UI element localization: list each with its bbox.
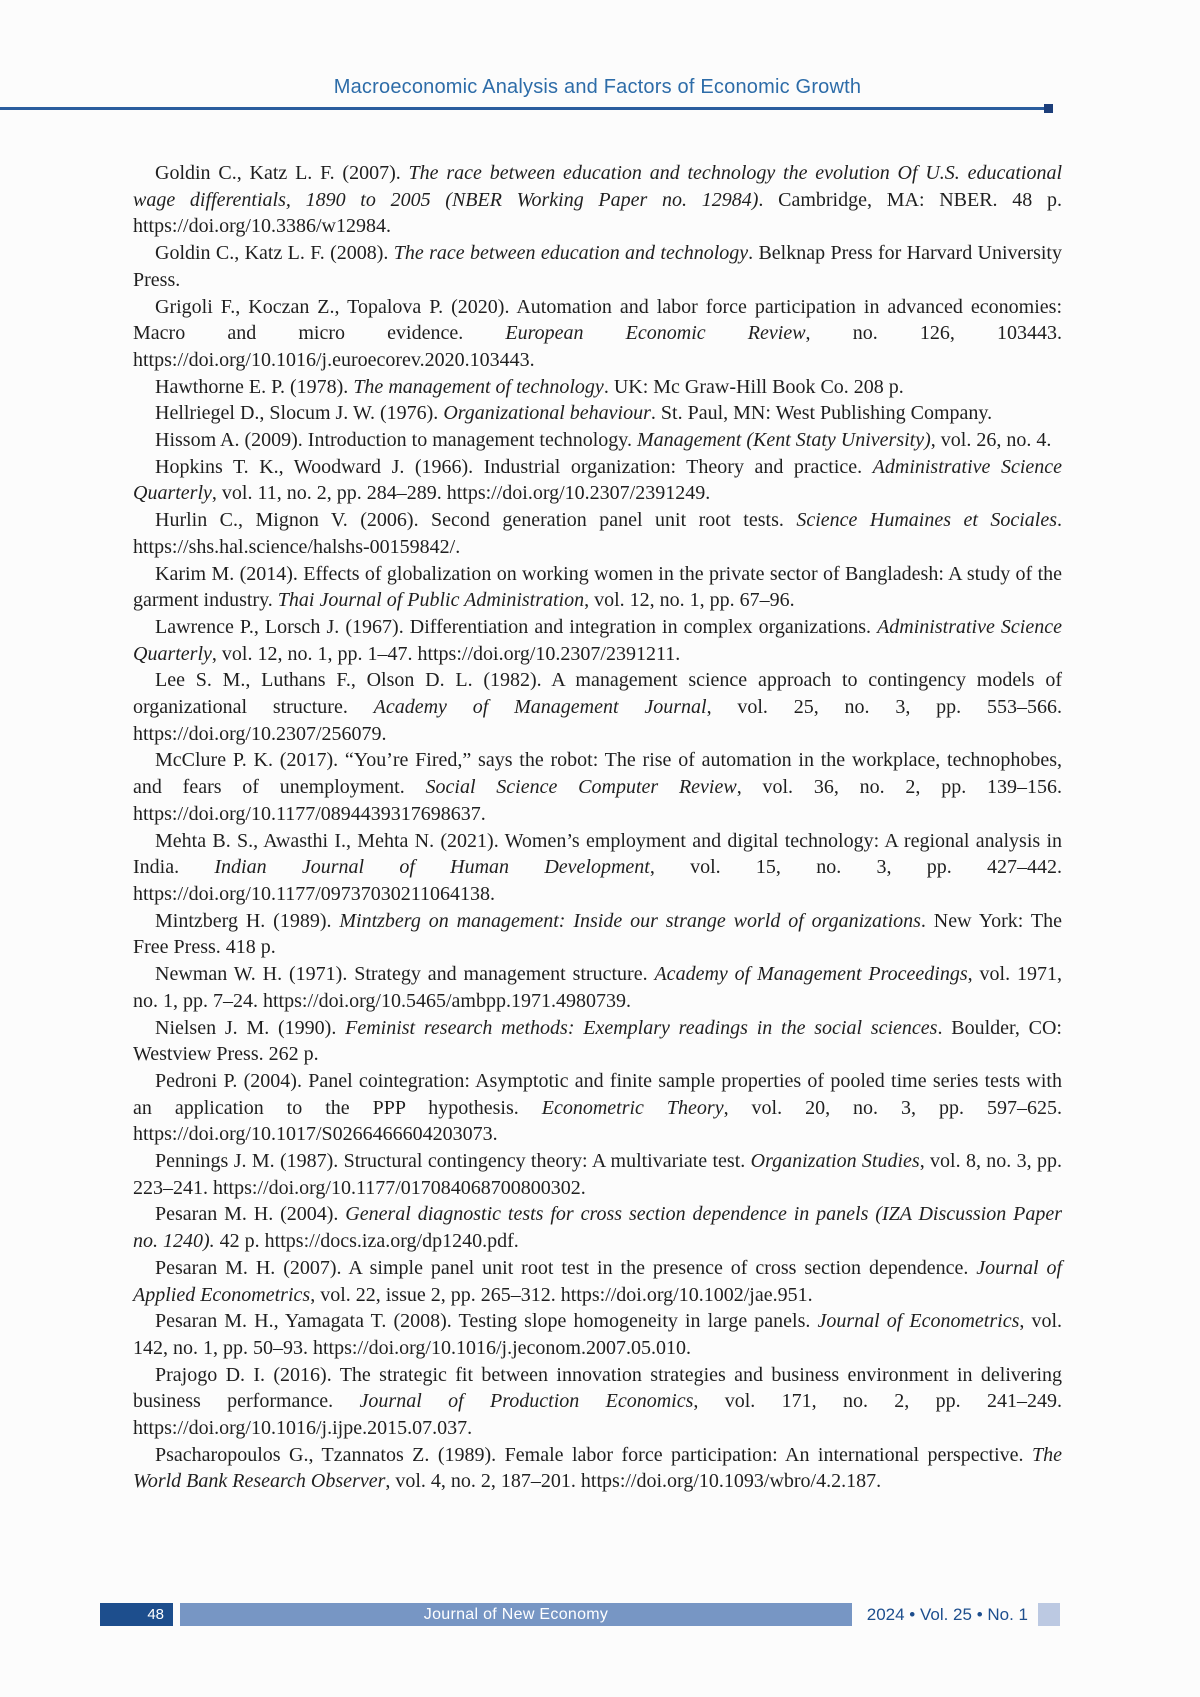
reference-text-segment: , vol. 11, no. 2, pp. 284–289. https://doi.org/10.2307/2391249.	[211, 482, 711, 505]
reference-text-segment: Pesaran M. H., Yamagata T. (2008). Testing slope homogeneity in large panels.	[155, 1310, 818, 1333]
reference-text-segment: Lawrence P., Lorsch J. (1967). Differentiation and integration in complex organizations.	[155, 615, 878, 638]
reference-italic-segment: Mintzberg on management: Inside our strange world of organizations	[339, 909, 921, 932]
reference-italic-segment: Organization Studies	[750, 1150, 920, 1173]
reference-italic-segment: Academy of Management Proceedings	[654, 963, 968, 986]
reference-entry	[133, 1308, 1062, 1361]
reference-text-segment: Lee S. M., Luthans F., Olson D. L. (1982). A management science approach to contingency models of organizational structure.	[133, 669, 1062, 719]
reference-text-segment: . St. Paul, MN: West Publishing Company.	[650, 402, 993, 425]
header-rule	[0, 107, 1053, 110]
reference-text-segment: . Belknap Press for Harvard University Press.	[133, 242, 1062, 291]
reference-entry	[133, 1201, 1062, 1254]
reference-italic-segment: Organizational behaviour	[443, 402, 651, 425]
reference-text-segment: , vol. 1971, no. 1, pp. 7–24. https://doi.org/10.5465/ambpp.1971.4980739.	[133, 963, 1062, 1012]
reference-entry	[133, 1255, 1062, 1308]
reference-text-segment: Grigoli F., Koczan Z., Topalova P. (2020). Automation and labor force participation in advanced economies: Macro and micro evidence.	[133, 295, 1062, 345]
footer-end-square-icon	[1038, 1603, 1060, 1626]
reference-italic-segment: The World Bank Research Observer	[133, 1443, 1062, 1493]
reference-italic-segment: Social Science Computer Review	[425, 776, 737, 799]
journal-name: Journal of New Economy	[423, 1606, 609, 1623]
reference-entry	[133, 160, 1062, 240]
reference-italic-segment: Management (Kent Staty University)	[636, 429, 931, 452]
reference-entry	[133, 507, 1062, 560]
reference-text-segment: , vol. 25, no. 3, pp. 553–566. https://doi.org/10.2307/256079.	[133, 696, 1062, 745]
reference-text-segment: , vol. 142, no. 1, pp. 50–93. https://doi.org/10.1016/j.jeconom.2007.05.010.	[133, 1310, 1063, 1359]
reference-text-segment: . https://shs.hal.science/halshs-00159842/.	[133, 509, 1062, 558]
page-footer	[0, 1603, 1200, 1626]
reference-entry	[133, 374, 1062, 401]
reference-entry	[133, 294, 1062, 374]
reference-entry	[133, 614, 1062, 667]
reference-text-segment: Pesaran M. H. (2004).	[155, 1203, 346, 1226]
reference-text-segment: McClure P. K. (2017). “You’re Fired,” says the robot: The rise of automation in the workplace, technophobes, and fears of unemployment.	[133, 749, 1062, 799]
reference-text-segment: , vol. 171, no. 2, pp. 241–249. https://doi.org/10.1016/j.ijpe.2015.07.037.	[133, 1390, 1063, 1440]
reference-entry	[133, 561, 1062, 614]
reference-text-segment: . New York: The Free Press. 418 p.	[133, 909, 1062, 959]
reference-text-segment: Pesaran M. H. (2007). A simple panel unit root test in the presence of cross section dependence.	[155, 1256, 977, 1279]
reference-italic-segment: The management of technology	[353, 375, 604, 398]
issue-info: 2024 • Vol. 25 • No. 1	[866, 1605, 1028, 1624]
reference-text-segment: Goldin C., Katz L. F. (2008).	[155, 242, 394, 265]
reference-entry	[133, 1148, 1062, 1201]
reference-entry	[133, 828, 1062, 908]
reference-italic-segment: Journal of Econometrics	[817, 1310, 1020, 1333]
reference-italic-segment: Science Humaines et Sociales	[796, 509, 1057, 532]
reference-text-segment: , vol. 8, no. 3, pp. 223–241. https://doi.org/10.1177/017084068700800302.	[133, 1150, 1062, 1199]
reference-text-segment: , vol. 22, issue 2, pp. 265–312. https://doi.org/10.1002/jae.951.	[310, 1283, 813, 1306]
reference-text-segment: Hawthorne E. P. (1978).	[155, 375, 354, 398]
reference-text-segment: , no. 126, 103443. https://doi.org/10.1016/j.euroecorev.2020.103443.	[133, 322, 1062, 371]
reference-italic-segment: Administrative Science Quarterly	[133, 455, 1063, 505]
reference-entry	[133, 427, 1062, 454]
reference-text-segment: . Cambridge, MA: NBER. 48 p. https://doi.org/10.3386/w12984.	[133, 188, 1062, 238]
reference-entry	[133, 454, 1062, 507]
reference-italic-segment: Thai Journal of Public Administration	[277, 589, 585, 612]
reference-entry	[133, 240, 1062, 293]
reference-entry	[133, 1442, 1062, 1495]
reference-text-segment: Karim M. (2014). Effects of globalization on working women in the private sector of Bangladesh: A study of the garment industry.	[133, 562, 1062, 612]
reference-text-segment: Prajogo D. I. (2016). The strategic fit between innovation strategies and business environment in delivering business performance.	[133, 1363, 1062, 1413]
reference-text-segment: Hellriegel D., Slocum J. W. (1976).	[155, 402, 444, 425]
reference-text-segment: Newman W. H. (1971). Strategy and management structure.	[155, 963, 655, 986]
journal-name-bar	[180, 1603, 852, 1626]
reference-text-segment: Hissom A. (2009). Introduction to management technology.	[155, 429, 637, 452]
reference-text-segment: 42 p. https://docs.iza.org/dp1240.pdf.	[214, 1230, 519, 1253]
reference-entry	[133, 1068, 1062, 1148]
reference-text-segment: , vol. 15, no. 3, pp. 427–442. https://doi.org/10.1177/09737030211064138.	[133, 856, 1063, 905]
reference-text-segment: , vol. 12, no. 1, pp. 1–47. https://doi.org/10.2307/2391211.	[211, 642, 681, 665]
reference-text-segment: Goldin C., Katz L. F. (2007).	[155, 162, 409, 184]
reference-italic-segment: European Economic Review	[505, 322, 806, 345]
reference-italic-segment: Feminist research methods: Exemplary readings in the social sciences	[345, 1016, 938, 1039]
reference-italic-segment: Academy of Management Journal	[373, 696, 707, 719]
reference-entry	[133, 747, 1062, 827]
reference-entry	[133, 400, 1062, 427]
reference-text-segment: . UK: Mc Graw-Hill Book Co. 208 p.	[603, 375, 904, 398]
reference-italic-segment: Indian Journal of Human Development	[214, 856, 650, 879]
reference-text-segment: Psacharopoulos G., Tzannatos Z. (1989). Female labor force participation: An international perspective.	[155, 1443, 1032, 1466]
reference-entry	[133, 1015, 1062, 1068]
reference-text-segment: , vol. 26, no. 4.	[930, 429, 1052, 452]
reference-text-segment: Mehta B. S., Awasthi I., Mehta N. (2021). Women’s employment and digital technology: A regional analysis in India.	[133, 829, 1062, 879]
reference-italic-segment: The race between education and technology the evolution Of U.S. educational wage differentials, 1890 to 2005 (NBER Working Paper no. 12984)	[133, 162, 1062, 211]
reference-text-segment: , vol. 12, no. 1, pp. 67–96.	[584, 589, 795, 612]
reference-italic-segment: Econometric Theory	[541, 1096, 724, 1119]
reference-text-segment: Pedroni P. (2004). Panel cointegration: Asymptotic and finite sample properties of pooled time series tests with an application to the PPP hypothesis.	[133, 1069, 1062, 1119]
running-head-title: Macroeconomic Analysis and Factors of Economic Growth	[333, 76, 862, 98]
page-number: 48	[147, 1606, 164, 1623]
page-number-badge	[100, 1603, 173, 1626]
reference-italic-segment: The race between education and technology	[393, 242, 749, 265]
reference-text-segment: , vol. 20, no. 3, pp. 597–625. https://doi.org/10.1017/S0266466604203073.	[133, 1096, 1062, 1146]
reference-entry	[133, 908, 1062, 961]
reference-italic-segment: Journal of Production Economics	[359, 1390, 694, 1413]
reference-text-segment: Pennings J. M. (1987). Structural contingency theory: A multivariate test.	[155, 1150, 751, 1173]
rule-end-square-icon	[1044, 104, 1053, 113]
reference-text-segment: . Boulder, CO: Westview Press. 262 p.	[133, 1016, 1062, 1066]
reference-entry	[133, 961, 1062, 1014]
reference-text-segment: Hopkins T. K., Woodward J. (1966). Industrial organization: Theory and practice.	[155, 455, 873, 478]
reference-entry	[133, 1362, 1062, 1442]
reference-text-segment: Hurlin C., Mignon V. (2006). Second generation panel unit root tests.	[155, 509, 797, 532]
reference-italic-segment: Administrative Science Quarterly	[133, 615, 1062, 665]
reference-text-segment: Mintzberg H. (1989).	[155, 909, 340, 932]
reference-italic-segment: Journal of Applied Econometrics	[133, 1256, 1063, 1306]
reference-entry	[133, 667, 1062, 747]
reference-text-segment: , vol. 4, no. 2, 187–201. https://doi.org/10.1093/wbro/4.2.187.	[385, 1470, 882, 1493]
reference-text-segment: Nielsen J. M. (1990).	[155, 1016, 346, 1039]
references-list	[133, 160, 1062, 1495]
reference-text-segment: , vol. 36, no. 2, pp. 139–156. https://doi.org/10.1177/0894439317698637.	[133, 776, 1062, 825]
reference-italic-segment: General diagnostic tests for cross section dependence in panels (IZA Discussion Paper no. 1240).	[133, 1203, 1063, 1253]
